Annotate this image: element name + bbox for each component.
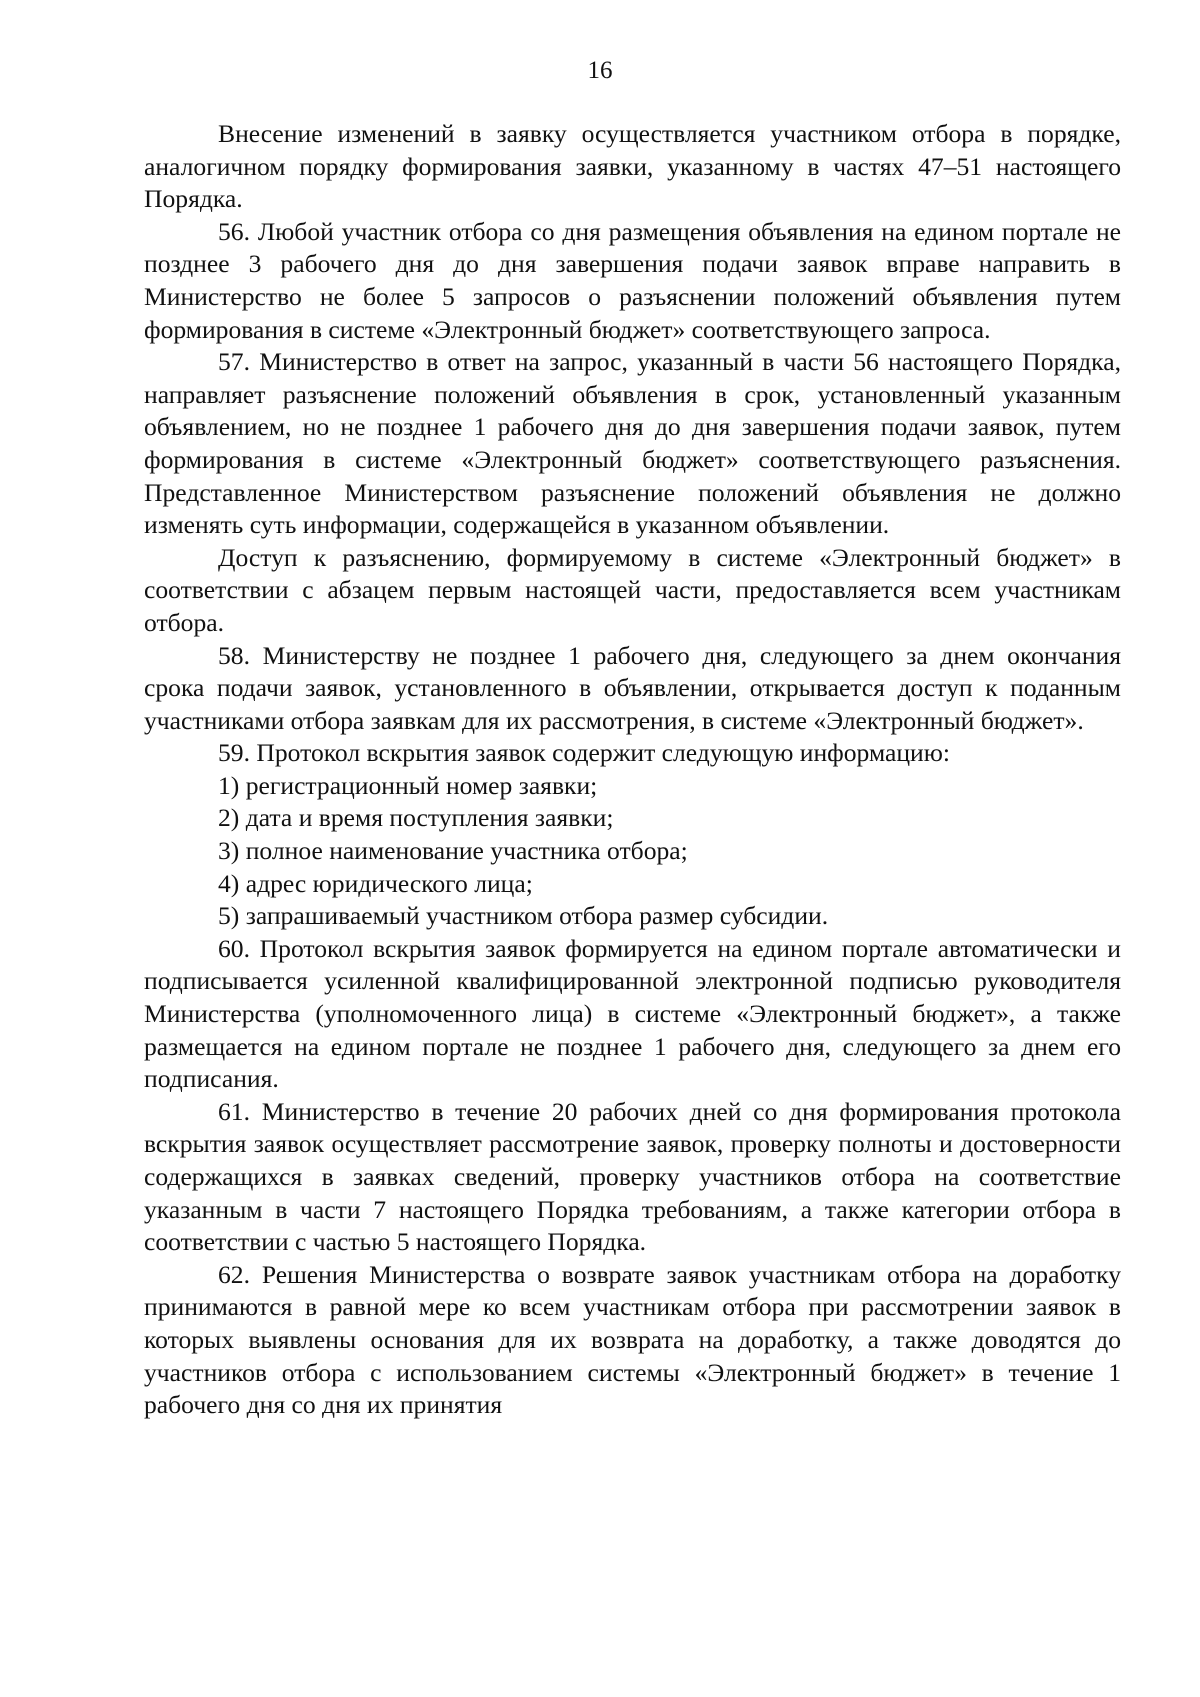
paragraph-57: 57. Министерство в ответ на запрос, указанный в части 56 настоящего Порядка, направляет разъяснение положений объявления в срок, установленный указанным объявлением, но не позднее 1 рабочего дня до дня завершения подачи заявок, путем формирования в системе «Электронный бюджет» соответствующего разъяснения. Представленное Министерством разъяснение положений объявления не должно изменять суть информации, содержащейся в указанном объявлении. xyxy=(144,347,1121,540)
paragraph-60: 60. Протокол вскрытия заявок формируется на едином портале автоматически и подписывается усиленной квалифицированной электронной подписью руководителя Министерства (уполномоченного лица) в системе «Электронный бюджет», а также размещается на едином портале не позднее 1 рабочего дня, следующего за днем его подписания. xyxy=(144,933,1121,1094)
paragraph-59: 59. Протокол вскрытия заявок содержит следующую информацию: xyxy=(218,738,950,768)
document-body xyxy=(144,118,1121,1422)
paragraph-56: 56. Любой участник отбора со дня размещения объявления на едином портале не позднее 3 рабочего дня до дня завершения подачи заявок вправе направить в Министерство не более 5 запросов о разъяснении положений объявления путем формирования в системе «Электронный бюджет» соответствующего запроса. xyxy=(144,216,1121,344)
page-number: 16 xyxy=(587,57,613,84)
paragraph-61: 61. Министерство в течение 20 рабочих дней со дня формирования протокола вскрытия заявок осуществляет рассмотрение заявок, проверку полноты и достоверности содержащихся в заявках сведений, проверку участников отбора на соответствие указанным в части 7 настоящего Порядка требованиям, а также категории отбора в соответствии с частью 5 настоящего Порядка. xyxy=(144,1096,1121,1257)
list-item-2: 2) дата и время поступления заявки; xyxy=(218,803,614,833)
paragraph-62: 62. Решения Министерства о возврате заявок участникам отбора на доработку принимаются в равной мере ко всем участникам отбора при рассмотрении заявок в которых выявлены основания для их возврата на доработку, а также доводятся до участников отбора с использованием системы «Электронный бюджет» в течение 1 рабочего дня со дня их принятия xyxy=(144,1259,1121,1420)
paragraph-amendment: Внесение изменений в заявку осуществляется участником отбора в порядке, аналогичном порядку формирования заявки, указанному в частях 47–51 настоящего Порядка. xyxy=(144,119,1121,214)
list-item-3: 3) полное наименование участника отбора; xyxy=(218,836,688,866)
paragraph-57-access: Доступ к разъяснению, формируемому в системе «Электронный бюджет» в соответствии с абзацем первым настоящей части, предоставляется всем участникам отбора. xyxy=(144,542,1121,637)
list-item-4: 4) адрес юридического лица; xyxy=(218,868,533,898)
list-item-5: 5) запрашиваемый участником отбора размер субсидии. xyxy=(218,901,829,931)
paragraph-58: 58. Министерству не позднее 1 рабочего дня, следующего за днем окончания срока подачи заявок, установленного в объявлении, открывается доступ к поданным участниками отбора заявкам для их рассмотрения, в системе «Электронный бюджет». xyxy=(144,640,1121,735)
list-item-1: 1) регистрационный номер заявки; xyxy=(218,770,598,800)
